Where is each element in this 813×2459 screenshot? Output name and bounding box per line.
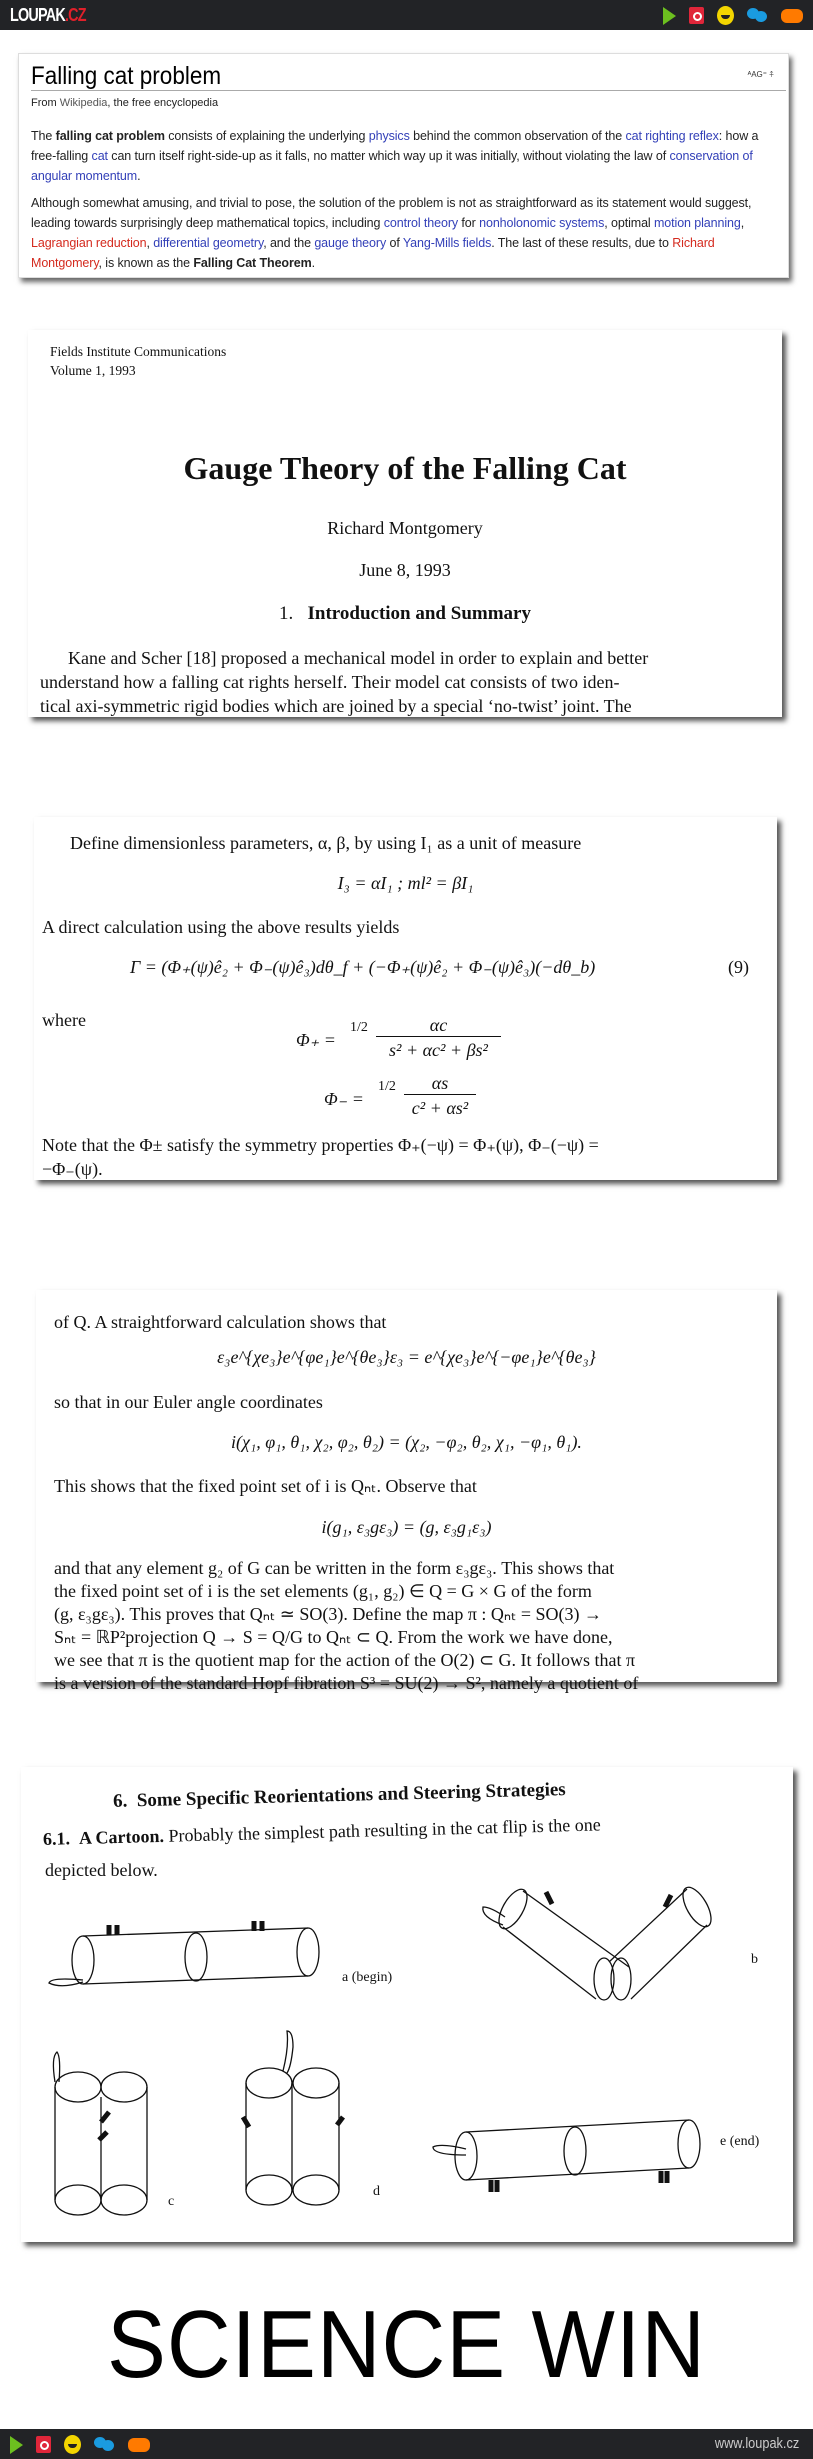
text-run: can turn itself right-side-up as it falls, no matter which way up it was initially, without violating the law of xyxy=(107,149,670,163)
caption: SCIENCE WIN xyxy=(107,2291,706,2398)
wiki-link[interactable]: differential geometry xyxy=(153,236,264,250)
section-heading xyxy=(28,603,782,625)
gamepad-icon[interactable] xyxy=(128,2438,150,2452)
paragraph-intro xyxy=(31,126,776,186)
cat-figure-e xyxy=(433,2120,700,2192)
site-logo[interactable] xyxy=(10,5,86,26)
title-divider xyxy=(31,90,786,91)
equation: i(g₁, ε₃gε₃) = (g, ε₃g₁ε₃) xyxy=(321,1517,492,1537)
subsection-text: Probably the simplest path resulting in the cat flip is the one xyxy=(163,1814,601,1846)
text-run: of xyxy=(386,236,403,250)
body-line: (g, ε₃gε₃). This proves that Qₙₜ ≃ SO(3). Define the map π : Qₙₜ = SO(3) → xyxy=(54,1604,603,1624)
play-icon[interactable] xyxy=(663,7,676,25)
falling-cat-cartoon xyxy=(21,1767,793,2242)
body-line: is a version of the standard Hopf fibration S³ = SU(2) → S², namely a quotient of xyxy=(54,1673,639,1693)
phi-plus-numerator: αc xyxy=(376,1015,501,1037)
wiki-link[interactable]: cat xyxy=(91,149,108,163)
journal-volume: Volume 1, 1993 xyxy=(50,363,136,378)
play-icon[interactable] xyxy=(10,2436,23,2454)
equation-number: (9) xyxy=(728,957,749,977)
paper-title: Gauge Theory of the Falling Cat xyxy=(183,450,627,486)
paper-title-page xyxy=(28,330,782,717)
wiki-link[interactable]: cat righting reflex xyxy=(625,129,719,143)
body-line: and that any element g₂ of G can be written in the form ε₃gε₃. This shows that xyxy=(54,1558,615,1578)
phi-plus-lhs: Φ₊ = xyxy=(296,1030,336,1050)
section-number: 1. xyxy=(279,603,294,624)
text-run: , optimal xyxy=(604,216,654,230)
cat-figure-d xyxy=(243,2031,343,2205)
text-run: behind the common observation of the xyxy=(409,129,626,143)
text-line: A direct calculation using the above results yields xyxy=(42,917,400,937)
wiki-link[interactable]: gauge theory xyxy=(314,236,387,250)
chat-icon[interactable] xyxy=(747,7,768,24)
source-prefix: From xyxy=(31,97,60,109)
text-line: where xyxy=(42,1010,86,1030)
label-c: c xyxy=(168,2194,175,2209)
text-run: Although somewhat amusing, and trivial to pose, the solution of the problem is not as straightforward as its statement would suggest, leading towards surprisingly deep mathematical topics, including xyxy=(31,196,752,230)
text-run: , and the xyxy=(263,236,315,250)
language-icon[interactable]: ᴬAG⁼ ⍏ xyxy=(747,70,774,79)
cat-figure-b xyxy=(483,1883,717,2000)
journal-name: Fields Institute Communications xyxy=(50,344,227,359)
paper-author: Richard Montgomery xyxy=(327,518,483,538)
equation-9: Γ = (Φ₊(ψ)ê₂ + Φ₋(ψ)ê₃)dθ_f + (−Φ₊(ψ)ê₂ + Φ₋(ψ)ê₃)(−dθ_b) xyxy=(130,957,596,977)
phi-plus-half: 1/2 xyxy=(350,1020,368,1035)
wiki-link[interactable]: Richard Montgomery xyxy=(31,236,715,270)
wiki-link[interactable]: motion planning xyxy=(653,216,741,230)
wiki-link[interactable]: nonholonomic systems xyxy=(479,216,605,230)
phi-minus-denominator: c² + αs² xyxy=(411,1098,469,1118)
logo-text: LOUPAK xyxy=(10,5,65,25)
text-run: , is known as the xyxy=(98,256,194,270)
instagram-icon[interactable] xyxy=(36,2436,51,2453)
footer-bar xyxy=(0,2429,813,2459)
text-run: , xyxy=(740,216,745,230)
paper-date: June 8, 1993 xyxy=(359,560,451,580)
paper-equations-page xyxy=(34,817,777,1180)
wiki-link[interactable]: Lagrangian reduction xyxy=(31,236,147,250)
text-run: consists of explaining the underlying xyxy=(164,129,369,143)
text-line: of Q. A straightforward calculation shows that xyxy=(54,1312,387,1332)
article-title: Falling cat problem xyxy=(31,62,222,90)
body-line: Kane and Scher [18] proposed a mechanical model in order to explain and better xyxy=(68,648,649,668)
text-run: . The last of these results, due to xyxy=(491,236,673,250)
paper-cartoon-page xyxy=(21,1767,793,2242)
wikipedia-link[interactable]: Wikipedia xyxy=(59,97,108,109)
paper-hopf-page xyxy=(36,1290,777,1693)
equation: I₃ = αI₁ ; ml² = βI₁ xyxy=(337,873,474,893)
cat-figure-a xyxy=(49,1921,319,1986)
instagram-icon[interactable] xyxy=(689,7,704,24)
smiley-icon[interactable] xyxy=(64,2435,81,2454)
text-run: The xyxy=(31,129,56,143)
wiki-link[interactable]: Yang-Mills fields xyxy=(402,236,492,250)
paragraph-detail xyxy=(31,193,776,273)
wiki-link[interactable]: physics xyxy=(368,129,410,143)
section-number: 6. xyxy=(112,1790,128,1812)
label-e: e (end) xyxy=(720,2134,760,2149)
subsection-number: 6.1. xyxy=(42,1828,71,1849)
text-line: This shows that the fixed point set of i is Qₙₜ. Observe that xyxy=(54,1476,477,1496)
text-line: depicted below. xyxy=(45,1860,158,1880)
text-run: , xyxy=(146,236,154,250)
equation: i(χ₁, φ₁, θ₁, χ₂, φ₂, θ₂) = (χ₂, −φ₂, θ₂, χ₁, −φ₁, θ₁). xyxy=(231,1432,582,1452)
body-line: the fixed point set of i is the set elements (g₁, g₂) ∈ Q = G × G of the form xyxy=(54,1581,592,1601)
chat-icon[interactable] xyxy=(94,2436,115,2453)
section-title: Some Specific Reorientations and Steering Strategies xyxy=(136,1779,566,1812)
wiki-link[interactable]: control theory xyxy=(383,216,459,230)
source-suffix: , the free encyclopedia xyxy=(107,97,219,109)
bold-term: falling cat problem xyxy=(55,129,165,143)
phi-minus-lhs: Φ₋ = xyxy=(324,1089,364,1109)
smiley-icon[interactable] xyxy=(717,6,734,25)
phi-minus-half: 1/2 xyxy=(378,1079,396,1094)
subsection-title: A Cartoon. xyxy=(78,1825,165,1849)
wikipedia-excerpt xyxy=(18,53,789,278)
wiki-link[interactable]: conservation of angular momentum xyxy=(31,149,753,183)
logo-suffix: .CZ xyxy=(64,5,86,25)
text-line: Note that the Φ± satisfy the symmetry properties Φ₊(−ψ) = Φ₊(ψ), Φ₋(−ψ) = xyxy=(42,1135,599,1155)
gamepad-icon[interactable] xyxy=(781,9,803,23)
body-line: tical axi-symmetric rigid bodies which are joined by a special ‘no-twist’ joint. The xyxy=(40,696,632,716)
label-d: d xyxy=(373,2184,380,2199)
bold-term: Falling Cat Theorem xyxy=(193,256,312,270)
body-line: Sₙₜ = ℝP²projection Q → S = Q/G to Qₙₜ ⊂ Q. From the work we have done, xyxy=(54,1627,613,1647)
top-bar xyxy=(0,0,813,30)
equation: ε₃e^{χe₃}e^{φe₁}e^{θe₃}ε₃ = e^{χe₃}e^{−φe₁}e^{θe₃} xyxy=(217,1347,596,1367)
text-line: Define dimensionless parameters, α, β, by using I₁ as a unit of measure xyxy=(70,833,582,853)
cat-figure-c xyxy=(53,2052,147,2215)
label-b: b xyxy=(751,1952,758,1967)
text-line: so that in our Euler angle coordinates xyxy=(54,1392,323,1412)
text-run: : how a free-falling xyxy=(31,129,759,163)
text-run: for xyxy=(458,216,480,230)
phi-minus-numerator: αs xyxy=(404,1073,476,1095)
section-title: Introduction and Summary xyxy=(307,603,531,624)
text-run: . xyxy=(311,256,315,270)
article-source xyxy=(31,97,218,109)
body-line: we see that π is the quotient map for the action of the O(2) ⊂ G. It follows that π xyxy=(54,1650,636,1670)
phi-plus-denominator: s² + αc² + βs² xyxy=(389,1040,488,1060)
text-line: −Φ₋(ψ). xyxy=(42,1159,103,1179)
site-url-link[interactable]: www.loupak.cz xyxy=(714,2435,799,2452)
label-a: a (begin) xyxy=(342,1970,393,1985)
body-line: understand how a falling cat rights herself. Their model cat consists of two iden- xyxy=(40,672,620,692)
text-run: . xyxy=(137,169,141,183)
